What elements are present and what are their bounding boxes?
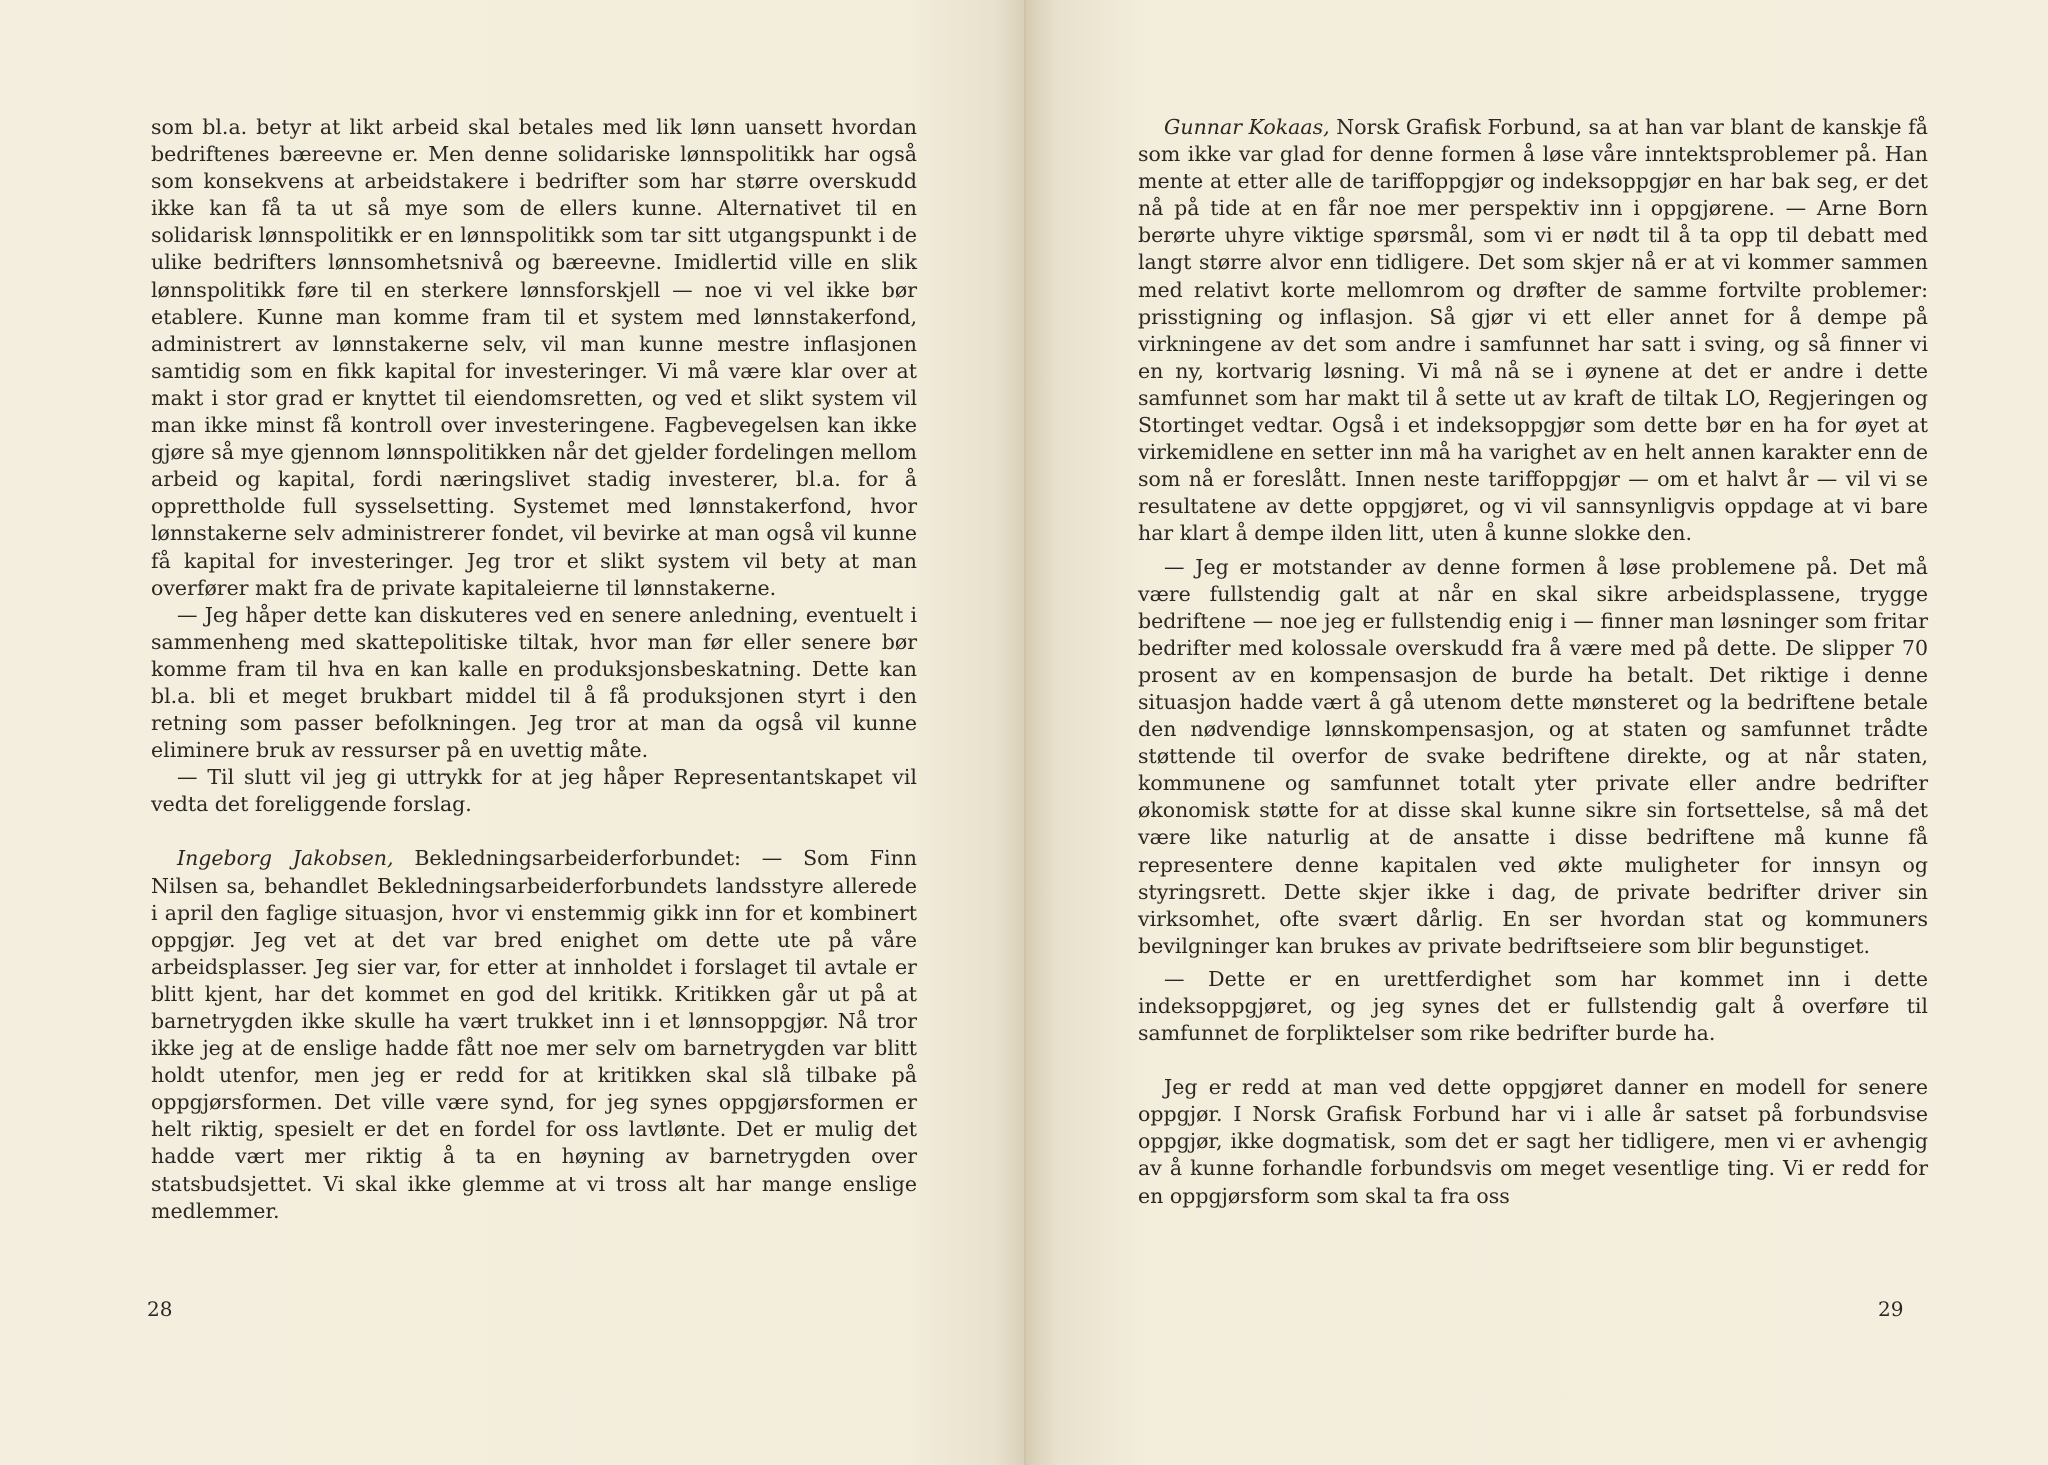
- paragraph: [1138, 966, 1928, 1047]
- paragraph-text: — Til slutt vil jeg gi uttrykk for at jeg håper Representantskapet vil vedta det foreliggende forslag.: [151, 765, 917, 817]
- page-number: 29: [1878, 1297, 1904, 1321]
- paragraph: [151, 845, 917, 1224]
- speaker-name: Ingeborg Jakobsen,: [177, 846, 394, 871]
- paragraph: [1138, 554, 1928, 960]
- paragraph-text: Jeg er redd at man ved dette oppgjøret danner en modell for senere oppgjør. I Norsk Grafisk Forbund har vi i alle år satset på forbundsvise oppgjør, ikke dogmatisk, som det er sagt her tidligere, men vi er avhengig av å kunne forhandle forbundsvis om meget vesentlige ting. Vi er redd for en oppgjørsform som skal ta fra oss: [1138, 1075, 1928, 1208]
- paragraph-text: Norsk Grafisk Forbund, sa at han var blant de kanskje få som ikke var glad for denne formen å løse våre inntektsproblemer på. Han mente at etter alle de tariffoppgjør og indeksoppgjør en har bak seg, er det nå på tide at en får noe mer perspektiv inn i oppgjørene. — Arne Born berørte uhyre viktige spørsmål, som vi er nødt til å ta opp til debatt med langt større alvor enn tidligere. Det som skjer nå er at vi kommer sammen med relativt korte mellomrom og drøfter de samme fortvilte problemer: prisstigning og inflasjon. Så gjør vi ett eller annet for å dempe på virkningene av det som andre i samfunnet har satt i sving, og så finner vi en ny, kortvarig løsning. Vi må nå se i øynene at det er andre i dette samfunnet som har makt til å sette ut av kraft de tiltak LO, Regjeringen og Stortinget vedtar. Også i et indeksoppgjør som dette bør en ha for øyet at virkemidlene en setter inn må ha varighet av en helt annen karakter enn de som nå er foreslått. Innen neste tariffoppgjør — om et halvt år — vil vi se resultatene av dette oppgjøret, og vi vil sannsynligvis oppdage at vi bare har klart å dempe ilden litt, uten å kunne slokke den.: [1138, 115, 1928, 546]
- left-page-text: [151, 114, 917, 1225]
- paragraph: [151, 114, 917, 602]
- page-number: 28: [147, 1297, 173, 1321]
- paragraph: [1138, 1074, 1928, 1209]
- right-page-text: [1138, 114, 1928, 1210]
- paragraph-text: — Jeg håper dette kan diskuteres ved en senere anledning, eventuelt i sammenheng med skattepolitiske tiltak, hvor man før eller senere bør komme fram til hva en kan kalle en produksjonsbeskatning. Dette kan bl.a. bli et meget brukbart middel til å få produksjonen styrt i den retning som passer befolkningen. Jeg tror at man da også vil kunne eliminere bruk av ressurser på en uvettig måte.: [151, 602, 917, 763]
- right-page: [1026, 0, 2048, 1465]
- paragraph-text: — Jeg er motstander av denne formen å løse problemene på. Det må være fullstendig galt at når en skal sikre arbeidsplassene, trygge bedriftene — noe jeg er fullstendig enig i — finner man løsninger som fritar bedrifter med kolossale overskudd fra å være med på dette. De slipper 70 prosent av en kompensasjon de burde ha betalt. Det riktige i denne situasjon hadde vært å gå utenom dette mønsteret og la bedriftene betale den nødvendige lønnskompensasjon, og at staten og samfunnet trådte støttende til overfor de svake bedriftene direkte, og at når staten, kommunene og samfunnet totalt yter private eller andre bedrifter økonomisk støtte for at disse skal kunne sikre sin fortsettelse, så må det være like naturlig at de ansatte i disse bedriftene må kunne få representere denne kapitalen ved økte muligheter for innsyn og styringsrett. Dette skjer ikke i dag, de private bedrifter driver sin virksomhet, ofte svært dårlig. En ser hvordan stat og kommuners bevilgninger kan brukes av private bedriftseiere som blir begunstiget.: [1138, 554, 1928, 958]
- paragraph-text: — Dette er en urettferdighet som har kommet inn i dette indeksoppgjøret, og jeg synes det er fullstendig galt å overføre til samfunnet de forpliktelser som rike bedrifter burde ha.: [1138, 966, 1928, 1046]
- paragraph-text: som bl.a. betyr at likt arbeid skal betales med lik lønn uansett hvordan bedriftenes bæreevne er. Men denne solidariske lønnspolitikk har også som konsekvens at arbeidstakere i bedrifter som har større overskudd ikke kan få ta ut så mye som de ellers kunne. Alternativet til en solidarisk lønnspolitikk er en lønnspolitikk som tar sitt utgangspunkt i de ulike bedrifters lønnsomhetsnivå og bæreevne. Imidlertid ville en slik lønnspolitikk føre til en sterkere lønnsforskjell — noe vi vel ikke bør etablere. Kunne man komme fram til et system med lønnstakerfond, administrert av lønnstakerne selv, vil man kunne mestre inflasjonen samtidig som en fikk kapital for investeringer. Vi må være klar over at makt i stor grad er knyttet til eiendomsretten, og ved et slikt system vil man ikke minst få kontroll over investeringene. Fagbevegelsen kan ikke gjøre så mye gjennom lønnspolitikken når det gjelder fordelingen mellom arbeid og kapital, fordi næringslivet stadig investerer, bl.a. for å opprettholde full sysselsetting. Systemet med lønnstakerfond, hvor lønnstakerne selv administrerer fondet, vil bevirke at man også vil kunne få kapital for investeringer. Jeg tror et slikt system vil bety at man overfører makt fra de private kapitaleierne til lønnstakerne.: [151, 115, 917, 600]
- paragraph: [151, 764, 917, 818]
- paragraph: [151, 602, 917, 765]
- paragraph-text: Bekledningsarbeiderforbundet: — Som Finn Nilsen sa, behandlet Bekledningsarbeiderforbundets landsstyre allerede i april den faglige situasjon, hvor vi enstemmig gikk inn for et kombinert oppgjør. Jeg vet at det var bred enighet om dette ute på våre arbeidsplasser. Jeg sier var, for etter at innholdet i forslaget til avtale er blitt kjent, har det kommet en god del kritikk. Kritikken går ut på at barnetrygden ikke skulle ha vært trukket inn i et lønnsoppgjør. Nå tror ikke jeg at de enslige hadde fått noe mer selv om barnetrygden var blitt holdt utenfor, men jeg er redd for at kritikken skal slå tilbake på oppgjørsformen. Det ville være synd, for jeg synes oppgjørsformen er helt riktig, spesielt er det en fordel for oss lavtlønte. Det er mulig det hadde vært mer riktig å ta en høyning av barnetrygden over statsbudsjettet. Vi skal ikke glemme at vi tross alt har mange enslige medlemmer.: [151, 846, 917, 1223]
- paragraph: [1138, 114, 1928, 548]
- speaker-name: Gunnar Kokaas,: [1164, 115, 1330, 139]
